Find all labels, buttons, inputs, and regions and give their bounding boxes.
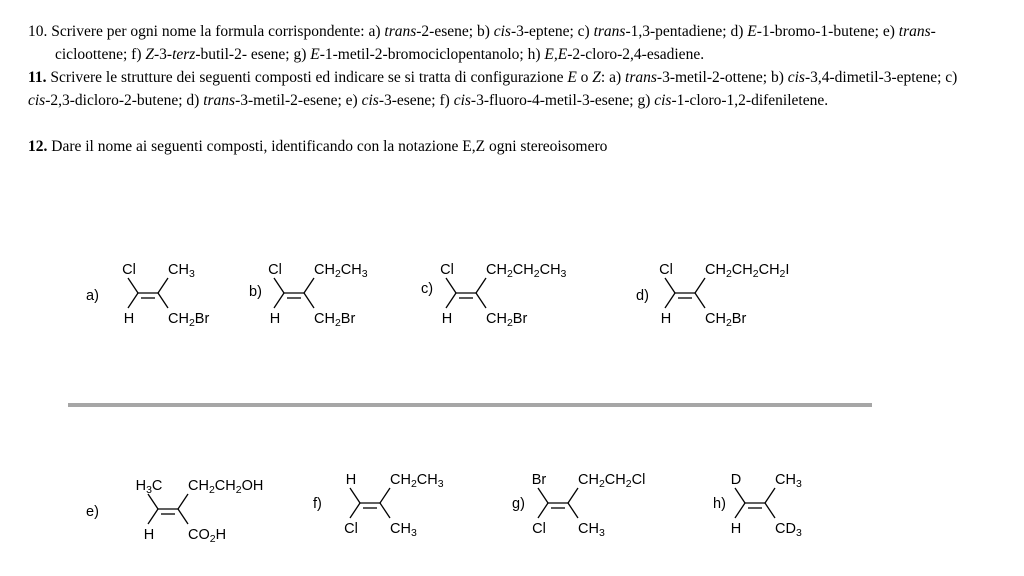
bond-line <box>446 278 456 293</box>
exercise-12-number: 12. <box>28 138 48 155</box>
bond-line <box>148 509 158 524</box>
text-segment: cis <box>493 23 511 40</box>
text-segment: Scrivere le strutture dei seguenti composti ed indicare se si tratta di configurazione <box>46 69 568 86</box>
bond-line <box>128 293 138 308</box>
substituent-top-right: CH2CH2Cl <box>578 472 646 490</box>
substituent-top-right: CH3 <box>775 472 802 490</box>
substituent-top-left: Br <box>531 472 547 488</box>
bond-line <box>148 494 158 509</box>
bond-line <box>476 278 486 293</box>
text-segment: -cicloottene; f) <box>55 23 936 63</box>
substituent-bottom-left: H <box>441 311 453 327</box>
bond-line <box>274 293 284 308</box>
text-segment: -2-cloro-2,4-esadiene. <box>567 46 705 63</box>
substituent-top-left: Cl <box>122 262 136 278</box>
substituent-top-right: CH3 <box>168 262 195 280</box>
structure-label: d) <box>636 288 649 304</box>
substituent-bottom-left: Cl <box>344 521 358 537</box>
bond-line <box>304 293 314 308</box>
bond-line <box>695 278 705 293</box>
structure-label: g) <box>512 496 525 512</box>
text-segment: trans <box>898 23 931 40</box>
text-segment: -2-esene; b) <box>416 23 494 40</box>
substituent-bottom-right: CH3 <box>390 521 417 539</box>
structure-label: b) <box>249 284 262 300</box>
text-segment: o <box>576 69 593 86</box>
bond-line <box>568 503 578 518</box>
text-segment: cis <box>787 69 805 86</box>
text-segment: E <box>567 69 577 86</box>
substituent-top-right: CH2CH3 <box>314 262 368 280</box>
divider-line <box>68 403 872 407</box>
text-segment: trans <box>625 69 657 86</box>
bond-line <box>178 509 188 524</box>
text-segment: -3-metil-2-esene; e) <box>235 92 362 109</box>
text-segment: -1-bromo-1-butene; e) <box>756 23 899 40</box>
bond-line <box>380 488 390 503</box>
bond-line <box>178 494 188 509</box>
text-segment: -3- <box>154 46 173 63</box>
text-segment: : a) <box>600 69 626 86</box>
structure-label: f) <box>313 496 322 512</box>
substituent-top-right: CH2CH3 <box>390 472 444 490</box>
text-segment: Z <box>592 69 601 86</box>
substituent-bottom-right: CD3 <box>775 521 802 539</box>
substituent-bottom-right: CH2Br <box>314 311 356 329</box>
bond-line <box>380 503 390 518</box>
text-segment: -1,3-pentadiene; d) <box>625 23 748 40</box>
substituent-top-left: Cl <box>440 262 454 278</box>
text-segment: -1-cloro-1,2-difeniletene. <box>671 92 829 109</box>
bond-line <box>304 278 314 293</box>
bond-line <box>446 293 456 308</box>
substituent-bottom-right: CO2H <box>188 527 227 545</box>
substituent-bottom-left: H <box>269 311 281 327</box>
substituent-bottom-right: CH2Br <box>168 311 210 329</box>
text-segment: Scrivere per ogni nome la formula corrispondente: a) <box>47 23 385 40</box>
text-segment: trans <box>384 23 417 40</box>
substituent-top-left: Cl <box>659 262 673 278</box>
text-segment: -3-eptene; c) <box>510 23 594 40</box>
substituent-top-left: Cl <box>268 262 282 278</box>
substituent-top-left: D <box>730 472 742 488</box>
text-segment: trans <box>593 23 626 40</box>
bond-line <box>568 488 578 503</box>
substituent-bottom-left: H <box>660 311 672 327</box>
exercise-10-number: 10. <box>28 23 48 40</box>
substituent-top-right: CH2CH2CH3 <box>486 262 567 280</box>
substituent-bottom-left: H <box>730 521 742 537</box>
text-segment: trans <box>203 92 236 109</box>
text-segment: Z <box>145 46 154 63</box>
bond-line <box>476 293 486 308</box>
text-segment: cis <box>654 92 672 109</box>
substituent-bottom-left: H <box>123 311 135 327</box>
bond-line <box>158 278 168 293</box>
bond-line <box>350 488 360 503</box>
text-segment: -2,3-dicloro-2-butene; d) <box>45 92 204 109</box>
bond-line <box>735 488 745 503</box>
structure-label: h) <box>713 496 726 512</box>
text-segment: cis <box>453 92 471 109</box>
bond-line <box>350 503 360 518</box>
text-segment: -3-esene; f) <box>378 92 454 109</box>
bond-line <box>765 488 775 503</box>
text-segment: cis <box>28 92 46 109</box>
text-segment: cis <box>361 92 379 109</box>
substituent-bottom-right: CH3 <box>578 521 605 539</box>
structure-label: c) <box>421 281 434 297</box>
bond-line <box>158 293 168 308</box>
text-segment: -3-metil-2-ottene; b) <box>656 69 788 86</box>
exercise-12-body: Dare il nome ai seguenti composti, identificando con la notazione E,Z ogni stereoisomero <box>47 138 608 155</box>
substituent-bottom-left: Cl <box>532 521 546 537</box>
substituent-top-left: H3C <box>135 478 163 496</box>
bond-line <box>665 278 675 293</box>
text-segment: E <box>310 46 320 63</box>
text-segment: E,E <box>544 46 568 63</box>
bond-line <box>735 503 745 518</box>
exercise-11-number: 11. <box>28 69 47 86</box>
text-segment: -1-metil-2-bromociclopentanolo; h) <box>319 46 545 63</box>
text-segment: -butil-2- esene; g) <box>195 46 311 63</box>
structure-label: e) <box>86 504 99 520</box>
bond-line <box>665 293 675 308</box>
bond-line <box>538 488 548 503</box>
substituent-bottom-right: CH2Br <box>705 311 747 329</box>
bond-line <box>538 503 548 518</box>
substituent-bottom-right: CH2Br <box>486 311 528 329</box>
structure-label: a) <box>86 288 99 304</box>
bond-line <box>128 278 138 293</box>
text-segment: -3,4-dimetil-3-eptene; c) <box>804 69 958 86</box>
substituent-top-right: CH2CH2CH2I <box>705 262 790 280</box>
bond-line <box>765 503 775 518</box>
substituent-top-right: CH2CH2OH <box>188 478 264 496</box>
text-segment: terz <box>172 46 196 63</box>
text-segment: -3-fluoro-4-metil-3-esene; g) <box>470 92 655 109</box>
text-segment: E <box>747 23 757 40</box>
substituent-bottom-left: H <box>143 527 155 543</box>
substituent-top-left: H <box>345 472 357 488</box>
bond-line <box>274 278 284 293</box>
bond-line <box>695 293 705 308</box>
